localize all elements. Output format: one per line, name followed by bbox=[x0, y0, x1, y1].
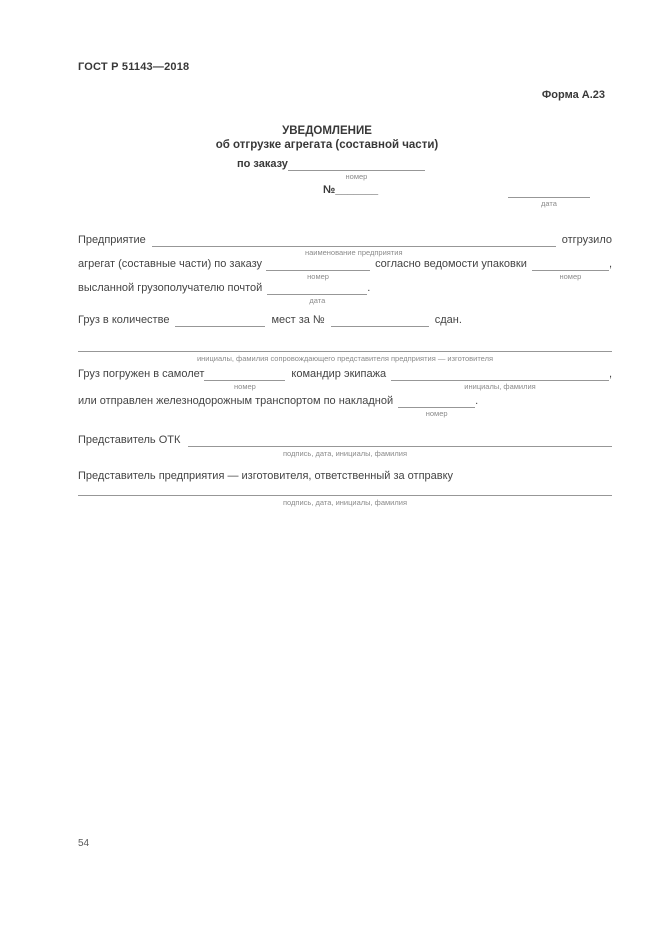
crew-name-blank bbox=[391, 367, 609, 391]
places-number-blank bbox=[331, 313, 429, 327]
number-date-row bbox=[0, 184, 661, 208]
unit-order-row bbox=[78, 258, 612, 281]
places-label: мест за № bbox=[271, 314, 325, 326]
order-row bbox=[237, 158, 425, 181]
period: . bbox=[367, 282, 371, 294]
unit-order-number-blank bbox=[266, 257, 370, 281]
order-label: по заказу bbox=[237, 158, 288, 170]
otk-signature-caption: подпись, дата, инициалы, фамилия bbox=[282, 449, 408, 458]
plane-number-blank bbox=[204, 367, 285, 391]
crew-name-caption: инициалы, фамилия bbox=[464, 382, 536, 391]
form-label: Форма А.23 bbox=[541, 89, 605, 101]
otk-signature-blank bbox=[188, 433, 612, 447]
rail-label: или отправлен железнодорожным транспортом по накладной bbox=[78, 395, 394, 407]
cargo-row bbox=[78, 314, 612, 327]
packing-number-caption: номер bbox=[559, 272, 582, 281]
mailed-label: высланной грузополучателю почтой bbox=[78, 282, 263, 294]
form-title: УВЕДОМЛЕНИЕ bbox=[282, 125, 372, 137]
responsible-label: Представитель предприятия — изготовителя, ответственный за отправку bbox=[78, 470, 454, 482]
escort-row bbox=[78, 339, 612, 363]
plane-label: Груз погружен в самолет bbox=[78, 368, 205, 380]
escort-caption: инициалы, фамилия сопровождающего представителя предприятия — изготовителя bbox=[196, 354, 494, 363]
mailed-date-blank bbox=[267, 281, 367, 305]
packing-label: согласно ведомости упаковки bbox=[375, 258, 527, 270]
mailed-date-caption: дата bbox=[309, 296, 326, 305]
otk-row bbox=[78, 434, 612, 458]
comma: , bbox=[608, 258, 612, 270]
date-line bbox=[508, 184, 590, 208]
rail-number-caption: номер bbox=[425, 409, 448, 418]
escort-name-blank bbox=[78, 338, 612, 352]
packing-number-blank bbox=[532, 257, 609, 281]
responsible-signature-row bbox=[78, 483, 612, 507]
comma: , bbox=[608, 368, 612, 380]
date-blank bbox=[508, 184, 590, 208]
enterprise-label: Предприятие bbox=[78, 234, 146, 246]
period: . bbox=[475, 395, 479, 407]
responsible-signature-blank bbox=[78, 482, 612, 496]
unit-order-label: агрегат (составные части) по заказу bbox=[78, 258, 263, 270]
delivered-label: сдан. bbox=[434, 314, 462, 326]
form-title-block bbox=[78, 124, 576, 152]
order-number-blank bbox=[288, 157, 425, 181]
plane-number-caption: номер bbox=[234, 382, 256, 391]
document-number bbox=[323, 184, 378, 197]
shipped-label: отгрузило bbox=[561, 234, 612, 246]
cargo-qty-label: Груз в количестве bbox=[78, 314, 170, 326]
document-number-label: №_______ bbox=[323, 184, 379, 196]
form-subtitle: об отгрузке агрегата (составной части) bbox=[215, 139, 439, 151]
responsible-signature-caption: подпись, дата, инициалы, фамилия bbox=[282, 498, 408, 507]
standard-number: ГОСТ Р 51143—2018 bbox=[78, 61, 190, 73]
crew-label: командир экипажа bbox=[291, 368, 387, 380]
cargo-qty-blank bbox=[175, 313, 265, 327]
unit-order-number-caption: номер bbox=[307, 272, 329, 281]
rail-row bbox=[78, 395, 612, 418]
order-number-caption: номер bbox=[345, 172, 368, 181]
enterprise-row bbox=[78, 234, 612, 257]
mailed-row bbox=[78, 282, 612, 305]
otk-label: Представитель ОТК bbox=[78, 434, 181, 446]
enterprise-name-caption: наименование предприятия bbox=[304, 248, 403, 257]
rail-number-blank bbox=[398, 394, 475, 418]
plane-row bbox=[78, 368, 612, 391]
enterprise-name-blank bbox=[152, 233, 556, 257]
page-number: 54 bbox=[78, 838, 90, 849]
date-caption: дата bbox=[541, 199, 557, 208]
